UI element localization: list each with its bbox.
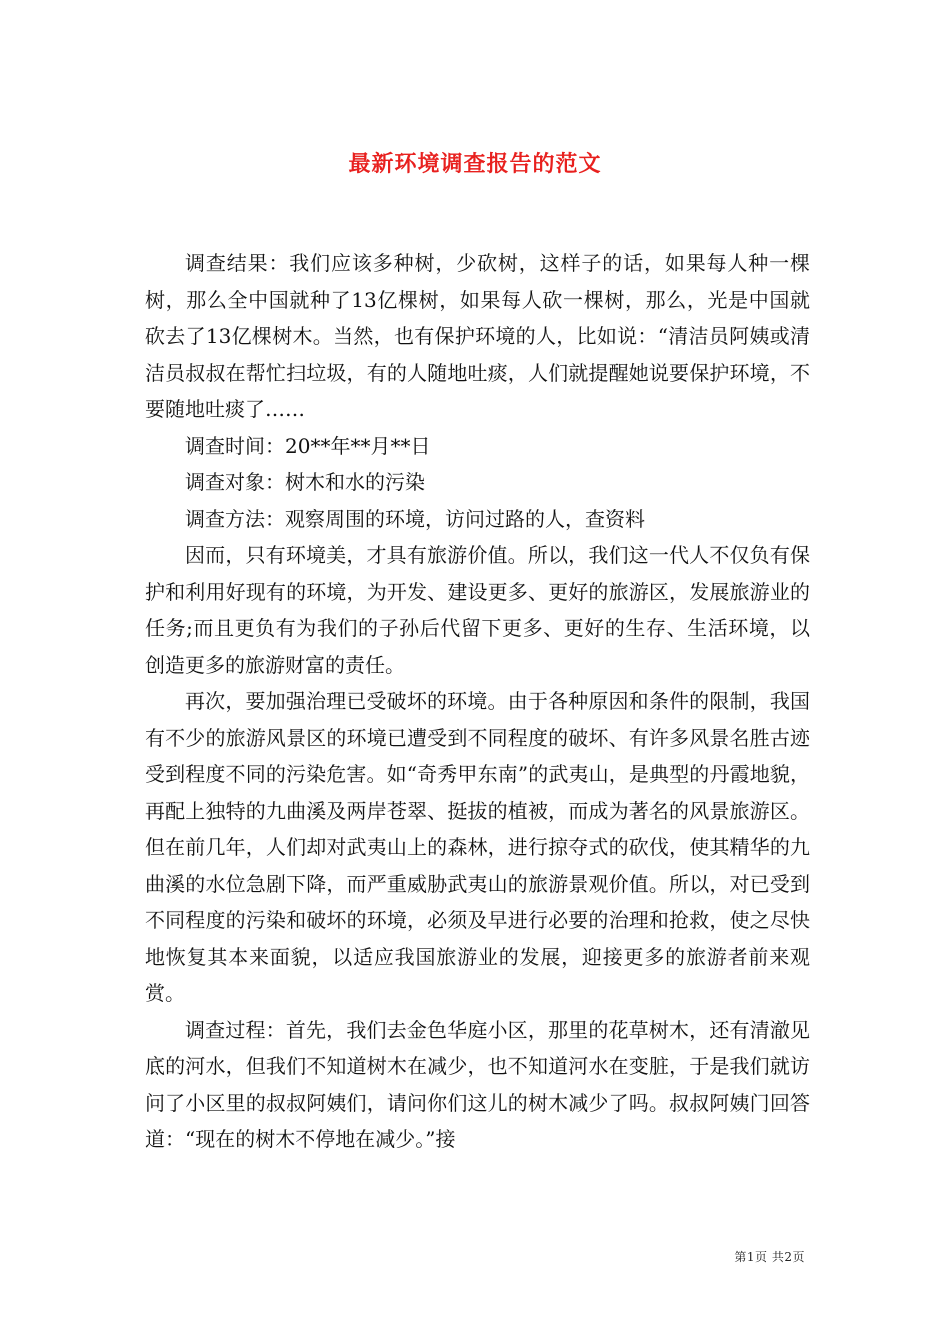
paragraph-survey-process: 调查过程：首先，我们去金色华庭小区，那里的花草树木，还有清澈见底的河水，但我们不知道树木在减少，也不知道河水在变脏，于是我们就访问了小区里的叔叔阿姨们，请问你们这儿的树木减少了吗。叔叔阿姨门回答道：“现在的树木不停地在减少。”接 [145,1017,810,1151]
paragraph-survey-time: 调查时间：20**年**月**日 [185,433,431,458]
paragraph-survey-results: 调查结果：我们应该多种树，少砍树，这样子的话，如果每人种一棵树，那么全中国就种了13亿棵树，如果每人砍一棵树，那么，光是中国就砍去了13亿棵树木。当然，也有保护环境的人，比如说：“清洁员阿姨或清洁员叔叔在帮忙扫垃圾，有的人随地吐痰，人们就提醒她说要保护环境，不要随地吐痰了…… [145,251,810,421]
paragraph-tourism-value: 因而，只有环境美，才具有旅游价值。所以，我们这一代人不仅负有保护和利用好现有的环境，为开发、建设更多、更好的旅游区，发展旅游业的任务;而且更负有为我们的子孙后代留下更多、更好的生存、生活环境，以创造更多的旅游财富的责任。 [145,543,810,677]
page-number-footer: 第1页 共2页 [734,1250,805,1264]
paragraph-environment-governance: 再次，要加强治理已受破坏的环境。由于各种原因和条件的限制，我国有不少的旅游风景区的环境已遭受到不同程度的破坏、有许多风景名胜古迹受到程度不同的污染危害。如“奇秀甲东南”的武夷山，是典型的丹霞地貌，再配上独特的九曲溪及两岸苍翠、挺拔的植被，而成为著名的风景旅游区。但在前几年，人们却对武夷山上的森林，进行掠夺式的砍伐，使其精华的九曲溪的水位急剧下降，而严重威胁武夷山的旅游景观价值。所以，对已受到不同程度的污染和破坏的环境，必须及早进行必要的治理和抢救，使之尽快地恢复其本来面貌，以适应我国旅游业的发展，迎接更多的旅游者前来观赏。 [145,689,810,1005]
document-body [145,245,810,1158]
document-title: 最新环境调查报告的范文 [348,150,602,177]
paragraph-survey-subject: 调查对象：树木和水的污染 [185,470,425,494]
paragraph-survey-method: 调查方法：观察周围的环境，访问过路的人，查资料 [185,506,645,531]
